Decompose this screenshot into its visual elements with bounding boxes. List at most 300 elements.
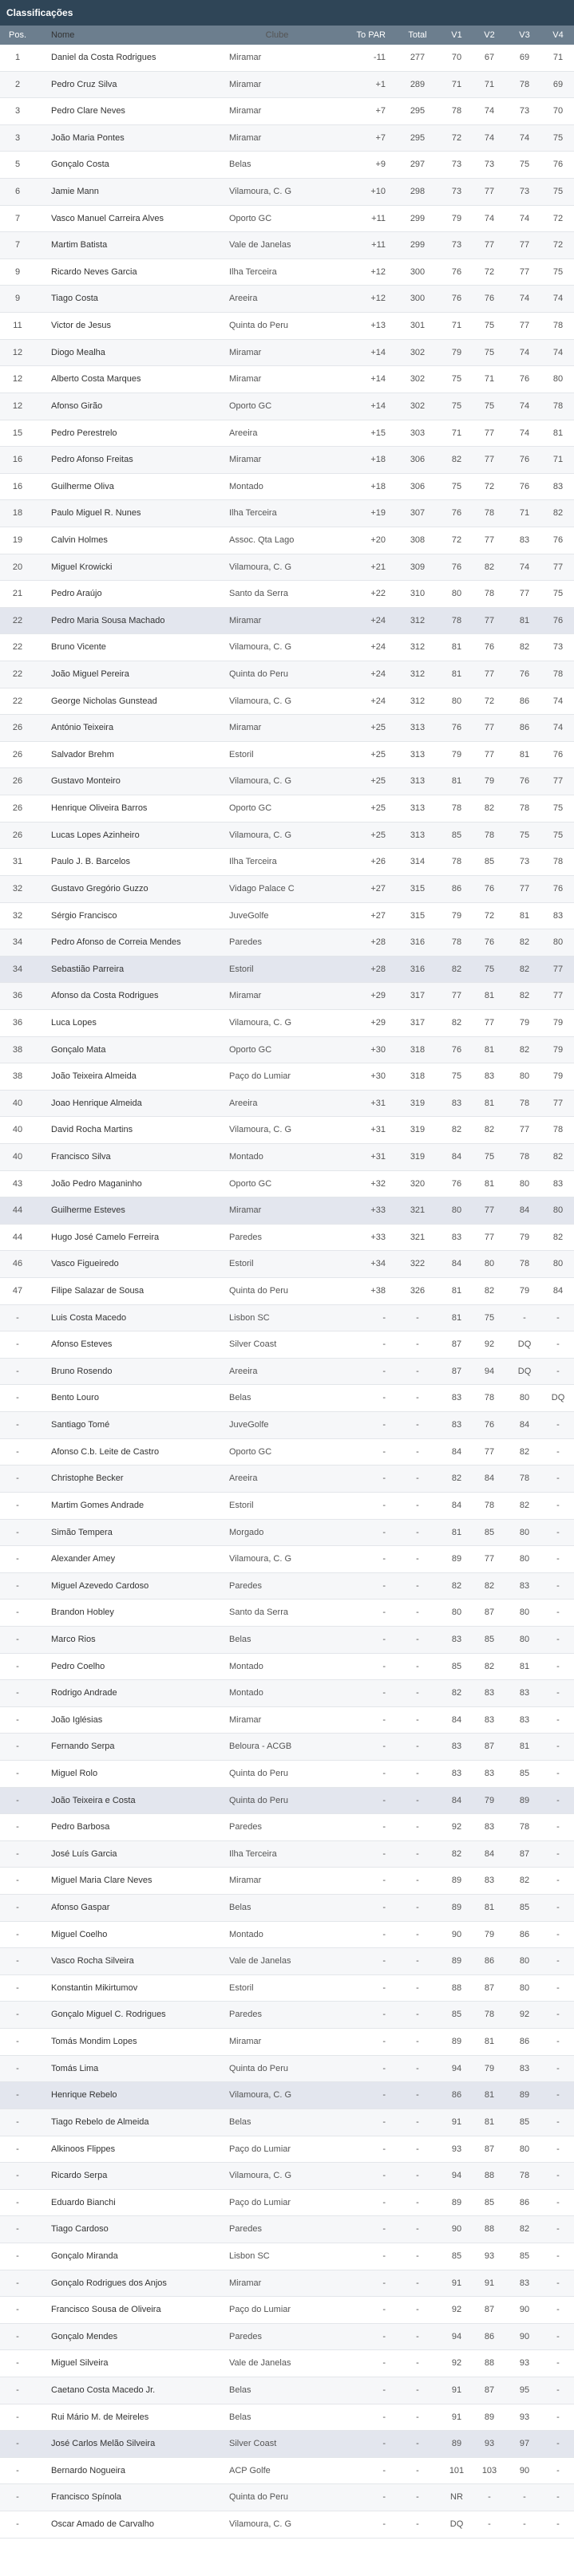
cell-total: - bbox=[416, 2010, 419, 2020]
table-row[interactable] bbox=[0, 527, 574, 554]
table-row[interactable] bbox=[0, 903, 574, 930]
cell-club: Miramar bbox=[229, 2037, 262, 2047]
cell-name: Vasco Rocha Silveira bbox=[51, 1956, 134, 1967]
cell-pos: 16 bbox=[12, 481, 23, 491]
cell-total: 295 bbox=[410, 106, 426, 116]
cell-pos: 12 bbox=[12, 374, 23, 385]
header-name[interactable]: Nome bbox=[51, 30, 75, 40]
cell-pos: - bbox=[16, 1982, 19, 1993]
cell-name: Alexander Amey bbox=[51, 1554, 116, 1564]
cell-pos: - bbox=[16, 2197, 19, 2207]
cell-round-3: 80 bbox=[519, 1956, 530, 1967]
cell-round-1: 81 bbox=[451, 1312, 462, 1323]
cell-club: Beloura - ACGB bbox=[229, 1742, 292, 1752]
table-row[interactable] bbox=[0, 1439, 574, 1466]
table-row[interactable] bbox=[0, 2216, 574, 2243]
cell-round-4: - bbox=[556, 2412, 560, 2422]
table-row[interactable] bbox=[0, 1948, 574, 1975]
cell-round-1: 89 bbox=[451, 1903, 462, 1913]
cell-round-1: 77 bbox=[451, 991, 462, 1001]
table-row[interactable] bbox=[0, 2082, 574, 2109]
cell-club: Areeira bbox=[229, 294, 258, 304]
cell-pos: - bbox=[16, 1956, 19, 1967]
cell-round-1: 73 bbox=[451, 160, 462, 170]
table-row[interactable] bbox=[0, 1868, 574, 1895]
cell-round-1: 89 bbox=[451, 2439, 462, 2449]
header-round-4[interactable]: V4 bbox=[552, 30, 564, 40]
table-row[interactable] bbox=[0, 823, 574, 850]
cell-pos: 26 bbox=[12, 803, 23, 814]
cell-round-2: 79 bbox=[484, 776, 495, 787]
cell-round-3: - bbox=[523, 1312, 526, 1323]
table-row[interactable] bbox=[0, 1734, 574, 1761]
cell-club: Montado bbox=[229, 1661, 263, 1671]
table-row[interactable] bbox=[0, 393, 574, 420]
cell-club: Ilha Terceira bbox=[229, 266, 277, 277]
cell-to-par: +25 bbox=[370, 749, 386, 759]
table-row[interactable] bbox=[0, 1385, 574, 1412]
table-row[interactable] bbox=[0, 1895, 574, 1922]
cell-name: Afonso Gaspar bbox=[51, 1903, 110, 1913]
table-row[interactable] bbox=[0, 72, 574, 99]
table-row[interactable] bbox=[0, 2511, 574, 2539]
cell-round-2: 82 bbox=[484, 803, 495, 814]
cell-round-4: - bbox=[556, 1366, 560, 1376]
table-row[interactable] bbox=[0, 1144, 574, 1171]
table-row[interactable] bbox=[0, 45, 574, 72]
table-row[interactable] bbox=[0, 1922, 574, 1949]
table-row[interactable] bbox=[0, 447, 574, 474]
cell-round-1: DQ bbox=[449, 2519, 464, 2530]
cell-club: Ilha Terceira bbox=[229, 857, 277, 867]
cell-round-3: 77 bbox=[519, 883, 530, 894]
cell-to-par: +24 bbox=[370, 696, 386, 706]
cell-round-4: - bbox=[556, 1661, 560, 1671]
cell-round-4: - bbox=[556, 2519, 560, 2530]
cell-round-3: 82 bbox=[519, 1446, 530, 1457]
table-row[interactable] bbox=[0, 1466, 574, 1493]
table-row[interactable] bbox=[0, 929, 574, 957]
cell-round-3: 82 bbox=[519, 964, 530, 974]
cell-round-4: - bbox=[556, 1688, 560, 1698]
cell-round-1: 78 bbox=[451, 803, 462, 814]
table-row[interactable] bbox=[0, 1654, 574, 1681]
cell-to-par: - bbox=[382, 2492, 386, 2503]
cell-round-4: 82 bbox=[552, 1151, 564, 1162]
cell-to-par: - bbox=[382, 1795, 386, 1805]
table-row[interactable] bbox=[0, 179, 574, 206]
table-row[interactable] bbox=[0, 1546, 574, 1573]
cell-round-1: 85 bbox=[451, 830, 462, 840]
cell-name: Gonçalo Rodrigues dos Anjos bbox=[51, 2278, 167, 2288]
table-row[interactable] bbox=[0, 1278, 574, 1305]
cell-round-3: 80 bbox=[519, 2144, 530, 2154]
header-round-3[interactable]: V3 bbox=[519, 30, 530, 40]
cell-club: Belas bbox=[229, 2116, 251, 2127]
cell-to-par: - bbox=[382, 2251, 386, 2261]
cell-name: Afonso Girão bbox=[51, 400, 103, 411]
table-row[interactable] bbox=[0, 1600, 574, 1627]
table-row[interactable] bbox=[0, 2404, 574, 2432]
cell-to-par: - bbox=[382, 1339, 386, 1350]
cell-total: - bbox=[416, 1769, 419, 1778]
cell-round-1: 78 bbox=[451, 106, 462, 116]
cell-to-par: - bbox=[382, 1742, 386, 1752]
cell-club: Quinta do Peru bbox=[229, 669, 288, 680]
cell-round-2: 78 bbox=[484, 830, 495, 840]
cell-name: Vasco Manuel Carreira Alves bbox=[51, 213, 164, 223]
table-row[interactable] bbox=[0, 661, 574, 688]
cell-club: Quinta do Peru bbox=[229, 1769, 288, 1778]
cell-round-2: 85 bbox=[484, 1634, 495, 1644]
cell-round-4: 78 bbox=[552, 321, 564, 331]
cell-to-par: - bbox=[382, 2037, 386, 2047]
cell-club: Quinta do Peru bbox=[229, 2063, 288, 2073]
cell-round-2: 87 bbox=[484, 1742, 495, 1752]
cell-name: Pedro Clare Neves bbox=[51, 106, 125, 116]
cell-round-1: 90 bbox=[451, 2224, 462, 2235]
cell-round-1: 76 bbox=[451, 1044, 462, 1055]
cell-round-2: 85 bbox=[484, 1527, 495, 1537]
cell-name: Gustavo Monteiro bbox=[51, 776, 121, 787]
cell-round-2: 77 bbox=[484, 1232, 495, 1242]
cell-pos: - bbox=[16, 1903, 19, 1913]
cell-club: Miramar bbox=[229, 455, 262, 465]
cell-round-4: 75 bbox=[552, 266, 564, 277]
cell-round-1: 79 bbox=[451, 910, 462, 921]
cell-total: - bbox=[416, 1688, 419, 1698]
cell-round-3: 86 bbox=[519, 2197, 530, 2207]
cell-round-3: 79 bbox=[519, 1286, 530, 1296]
cell-name: Afonso Esteves bbox=[51, 1339, 113, 1350]
table-row[interactable] bbox=[0, 1573, 574, 1600]
cell-to-par: +24 bbox=[370, 615, 386, 625]
cell-to-par: - bbox=[382, 1661, 386, 1671]
table-row[interactable] bbox=[0, 1680, 574, 1707]
header-round-2[interactable]: V2 bbox=[484, 30, 495, 40]
cell-club: Miramar bbox=[229, 723, 262, 733]
table-row[interactable] bbox=[0, 1063, 574, 1091]
table-row[interactable] bbox=[0, 2431, 574, 2458]
table-row[interactable] bbox=[0, 2002, 574, 2029]
table-row[interactable] bbox=[0, 795, 574, 823]
cell-round-3: 76 bbox=[519, 481, 530, 491]
cell-round-4: 74 bbox=[552, 347, 564, 357]
table-row[interactable] bbox=[0, 1225, 574, 1252]
cell-round-3: 95 bbox=[519, 2385, 530, 2396]
cell-pos: - bbox=[16, 2465, 19, 2475]
cell-name: Santiago Tomé bbox=[51, 1420, 110, 1430]
cell-round-3: 76 bbox=[519, 669, 530, 680]
table-row[interactable] bbox=[0, 2350, 574, 2377]
cell-pos: - bbox=[16, 1848, 19, 1859]
cell-club: Paço do Lumiar bbox=[229, 1071, 291, 1082]
cell-round-2: 81 bbox=[484, 2090, 495, 2101]
cell-round-4: 80 bbox=[552, 374, 564, 385]
table-row[interactable] bbox=[0, 500, 574, 527]
table-row[interactable] bbox=[0, 366, 574, 393]
table-row[interactable] bbox=[0, 1091, 574, 1118]
cell-round-1: 92 bbox=[451, 2305, 462, 2315]
table-row[interactable] bbox=[0, 2056, 574, 2083]
cell-round-2: 92 bbox=[484, 1339, 495, 1350]
cell-round-1: 85 bbox=[451, 1661, 462, 1671]
cell-round-2: 81 bbox=[484, 2116, 495, 2127]
cell-round-4: - bbox=[556, 1312, 560, 1323]
cell-round-4: 77 bbox=[552, 964, 564, 974]
cell-round-1: 79 bbox=[451, 213, 462, 223]
cell-round-1: 83 bbox=[451, 1098, 462, 1108]
cell-pos: 18 bbox=[12, 508, 23, 519]
cell-round-3: 78 bbox=[519, 803, 530, 814]
cell-round-4: 71 bbox=[552, 53, 564, 62]
table-row[interactable] bbox=[0, 742, 574, 769]
cell-name: Salvador Brehm bbox=[51, 749, 114, 759]
table-row[interactable] bbox=[0, 2458, 574, 2485]
cell-round-4: - bbox=[556, 2224, 560, 2235]
cell-to-par: - bbox=[382, 1554, 386, 1564]
cell-club: Paço do Lumiar bbox=[229, 2144, 291, 2154]
table-row[interactable] bbox=[0, 2270, 574, 2298]
cell-round-3: DQ bbox=[517, 1366, 532, 1376]
cell-round-3: 80 bbox=[519, 1608, 530, 1618]
cell-name: Alberto Costa Marques bbox=[51, 374, 141, 385]
table-row[interactable] bbox=[0, 2190, 574, 2217]
table-row[interactable] bbox=[0, 98, 574, 125]
cell-round-4: 75 bbox=[552, 187, 564, 197]
table-row[interactable] bbox=[0, 1251, 574, 1278]
table-row[interactable] bbox=[0, 2163, 574, 2190]
cell-name: Bernardo Nogueira bbox=[51, 2465, 125, 2475]
cell-round-3: 83 bbox=[519, 2278, 530, 2288]
cell-name: Bruno Vicente bbox=[51, 642, 106, 653]
table-row[interactable] bbox=[0, 206, 574, 233]
cell-to-par: +28 bbox=[370, 937, 386, 948]
cell-round-1: 82 bbox=[451, 455, 462, 465]
cell-round-1: 80 bbox=[451, 589, 462, 599]
cell-to-par: - bbox=[382, 2224, 386, 2235]
cell-total: 318 bbox=[410, 1071, 426, 1082]
header-total[interactable]: Total bbox=[408, 30, 427, 40]
table-row[interactable] bbox=[0, 983, 574, 1010]
cell-club: Belas bbox=[229, 160, 251, 170]
table-row[interactable] bbox=[0, 1707, 574, 1734]
cell-round-3: 82 bbox=[519, 2224, 530, 2235]
table-row[interactable] bbox=[0, 768, 574, 795]
table-row[interactable] bbox=[0, 1520, 574, 1547]
cell-round-1: 75 bbox=[451, 1071, 462, 1082]
cell-round-3: 93 bbox=[519, 2412, 530, 2422]
cell-to-par: - bbox=[382, 2116, 386, 2127]
cell-club: Assoc. Qta Lago bbox=[229, 535, 295, 545]
table-row[interactable] bbox=[0, 286, 574, 313]
table-row[interactable] bbox=[0, 340, 574, 367]
cell-club: Montado bbox=[229, 1151, 263, 1162]
cell-total: - bbox=[416, 1366, 419, 1376]
cell-pos: - bbox=[16, 1634, 19, 1644]
cell-club: Paço do Lumiar bbox=[229, 2305, 291, 2315]
cell-to-par: +33 bbox=[370, 1232, 386, 1242]
cell-club: Paredes bbox=[229, 1580, 262, 1591]
cell-round-2: 78 bbox=[484, 2010, 495, 2020]
cell-round-1: 83 bbox=[451, 1420, 462, 1430]
cell-round-4: 74 bbox=[552, 696, 564, 706]
cell-round-4: 75 bbox=[552, 803, 564, 814]
cell-club: Paredes bbox=[229, 2010, 262, 2020]
header-pos[interactable]: Pos. bbox=[8, 30, 26, 40]
table-row[interactable] bbox=[0, 152, 574, 179]
cell-pos: - bbox=[16, 2331, 19, 2341]
cell-round-2: 84 bbox=[484, 1848, 495, 1859]
table-row[interactable] bbox=[0, 1359, 574, 1386]
table-row[interactable] bbox=[0, 259, 574, 286]
table-row[interactable] bbox=[0, 849, 574, 876]
cell-pos: 6 bbox=[14, 187, 21, 197]
cell-round-2: 75 bbox=[484, 1312, 495, 1323]
table-row[interactable] bbox=[0, 1627, 574, 1654]
cell-round-2: 78 bbox=[484, 1393, 495, 1403]
cell-club: Vilamoura, C. G bbox=[229, 1017, 292, 1028]
table-row[interactable] bbox=[0, 1117, 574, 1144]
table-row[interactable] bbox=[0, 313, 574, 340]
cell-round-2: 77 bbox=[484, 723, 495, 733]
cell-to-par: - bbox=[382, 1848, 386, 1859]
cell-round-2: 93 bbox=[484, 2251, 495, 2261]
cell-round-3: 77 bbox=[519, 1125, 530, 1135]
cell-round-2: 93 bbox=[484, 2439, 495, 2449]
table-row[interactable] bbox=[0, 581, 574, 608]
cell-total: 322 bbox=[410, 1259, 426, 1269]
cell-round-1: 76 bbox=[451, 294, 462, 304]
table-row[interactable] bbox=[0, 957, 574, 984]
cell-total: 321 bbox=[410, 1205, 426, 1216]
cell-round-2: 76 bbox=[484, 294, 495, 304]
cell-total: - bbox=[416, 1822, 419, 1832]
cell-to-par: - bbox=[382, 1500, 386, 1510]
cell-round-1: 90 bbox=[451, 1929, 462, 1939]
cell-round-1: 83 bbox=[451, 1232, 462, 1242]
cell-round-3: DQ bbox=[517, 1339, 532, 1350]
cell-round-4: - bbox=[556, 1473, 560, 1484]
cell-round-1: 91 bbox=[451, 2278, 462, 2288]
cell-round-4: 78 bbox=[552, 400, 564, 411]
table-row[interactable] bbox=[0, 1814, 574, 1841]
cell-club: Miramar bbox=[229, 1714, 262, 1725]
table-row[interactable] bbox=[0, 2377, 574, 2404]
table-row[interactable] bbox=[0, 2109, 574, 2136]
cell-round-4: - bbox=[556, 2492, 560, 2503]
table-row[interactable] bbox=[0, 232, 574, 259]
cell-pos: - bbox=[16, 2037, 19, 2047]
cell-to-par: - bbox=[382, 1312, 386, 1323]
cell-pos: 20 bbox=[12, 562, 23, 572]
cell-pos: - bbox=[16, 2144, 19, 2154]
cell-round-3: 82 bbox=[519, 642, 530, 653]
cell-to-par: - bbox=[382, 1714, 386, 1725]
cell-round-2: 77 bbox=[484, 1446, 495, 1457]
header-round-1[interactable]: V1 bbox=[451, 30, 462, 40]
table-row[interactable] bbox=[0, 2297, 574, 2324]
table-row[interactable] bbox=[0, 1197, 574, 1225]
table-row[interactable] bbox=[0, 1761, 574, 1788]
cell-round-2: 77 bbox=[484, 749, 495, 759]
cell-to-par: - bbox=[382, 2063, 386, 2073]
table-row[interactable] bbox=[0, 1412, 574, 1439]
table-row[interactable] bbox=[0, 1841, 574, 1868]
table-row[interactable] bbox=[0, 125, 574, 152]
table-row[interactable] bbox=[0, 634, 574, 661]
cell-total: - bbox=[416, 1742, 419, 1752]
table-row[interactable] bbox=[0, 1975, 574, 2002]
cell-round-3: 85 bbox=[519, 2116, 530, 2127]
cell-name: Miguel Silveira bbox=[51, 2358, 109, 2369]
cell-round-2: 91 bbox=[484, 2278, 495, 2288]
table-row[interactable] bbox=[0, 1493, 574, 1520]
cell-to-par: - bbox=[382, 1608, 386, 1618]
cell-round-1: 82 bbox=[451, 1848, 462, 1859]
cell-round-2: 79 bbox=[484, 1795, 495, 1805]
table-row[interactable] bbox=[0, 474, 574, 501]
cell-round-4: - bbox=[556, 1848, 560, 1859]
table-row[interactable] bbox=[0, 1788, 574, 1815]
cell-round-1: 92 bbox=[451, 1822, 462, 1832]
table-row[interactable] bbox=[0, 554, 574, 582]
cell-name: João Miguel Pereira bbox=[51, 669, 129, 680]
cell-to-par: - bbox=[382, 1822, 386, 1832]
cell-round-2: 82 bbox=[484, 1661, 495, 1671]
table-row[interactable] bbox=[0, 1037, 574, 1064]
cell-round-1: 82 bbox=[451, 1017, 462, 1028]
cell-round-3: 97 bbox=[519, 2439, 530, 2449]
table-row[interactable] bbox=[0, 1305, 574, 1332]
cell-total: - bbox=[416, 1608, 419, 1618]
cell-club: JuveGolfe bbox=[229, 910, 269, 921]
table-row[interactable] bbox=[0, 2029, 574, 2056]
cell-round-2: 74 bbox=[484, 213, 495, 223]
cell-round-2: 81 bbox=[484, 1903, 495, 1913]
cell-round-2: 89 bbox=[484, 2412, 495, 2422]
cell-name: Luis Costa Macedo bbox=[51, 1312, 127, 1323]
cell-total: 300 bbox=[410, 266, 426, 277]
cell-round-4: - bbox=[556, 2037, 560, 2047]
table-row[interactable] bbox=[0, 1331, 574, 1359]
table-row[interactable] bbox=[0, 420, 574, 448]
table-row[interactable] bbox=[0, 608, 574, 635]
cell-pos: - bbox=[16, 1393, 19, 1403]
table-row[interactable] bbox=[0, 876, 574, 903]
header-club[interactable]: Clube bbox=[265, 30, 289, 40]
table-row[interactable] bbox=[0, 2136, 574, 2164]
cell-pos: 16 bbox=[12, 455, 23, 465]
cell-club: Miramar bbox=[229, 615, 262, 625]
table-row[interactable] bbox=[0, 2324, 574, 2351]
cell-club: Estoril bbox=[229, 964, 254, 974]
table-row[interactable] bbox=[0, 688, 574, 716]
table-row[interactable] bbox=[0, 2484, 574, 2511]
table-row[interactable] bbox=[0, 715, 574, 742]
table-row[interactable] bbox=[0, 1010, 574, 1037]
cell-total: 307 bbox=[410, 508, 426, 519]
table-row[interactable] bbox=[0, 1171, 574, 1198]
cell-round-1: 85 bbox=[451, 2010, 462, 2020]
cell-name: George Nicholas Gunstead bbox=[51, 696, 157, 706]
cell-round-4: 79 bbox=[552, 1017, 564, 1028]
cell-club: Ilha Terceira bbox=[229, 508, 277, 519]
table-row[interactable] bbox=[0, 2243, 574, 2270]
cell-round-2: 75 bbox=[484, 321, 495, 331]
header-to-par[interactable]: To PAR bbox=[356, 30, 386, 40]
cell-to-par: +38 bbox=[370, 1286, 386, 1296]
